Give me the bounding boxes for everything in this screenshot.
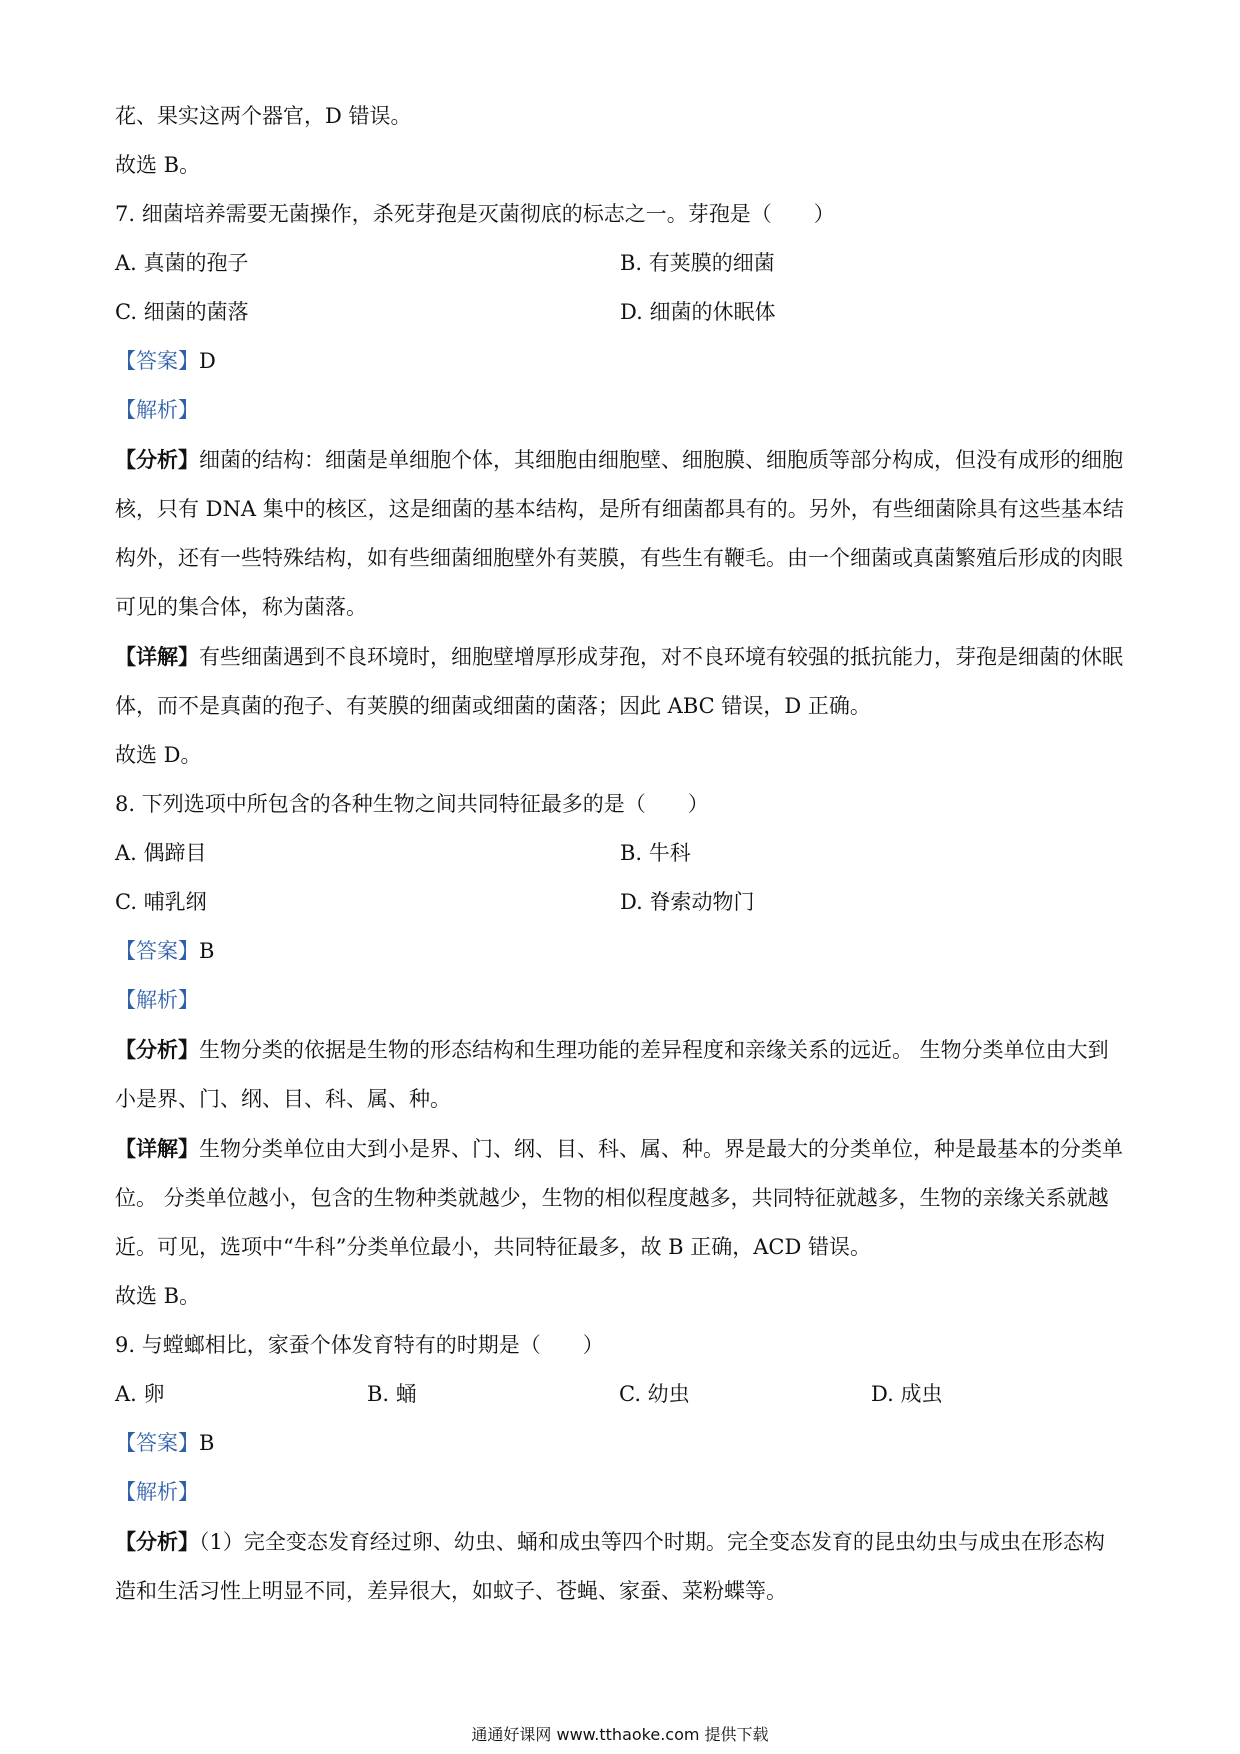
option-d: D. 细菌的休眠体 (620, 300, 776, 324)
fenxi-text: 细菌的结构：细菌是单细胞个体，其细胞由细胞壁、细胞膜、细胞质等部分构成，但没有成形的细胞核，只有 DNA 集中的核区，这是细菌的基本结构，是所有细菌都具有的。另外，有些细菌除具有这些基本结构外，还有一些特殊结构，如有些细菌细胞壁外有荚膜，有些生有鞭毛。由一个细菌或真菌繁殖后形成的肉眼可见的集合体，称为菌落。 (115, 448, 1124, 619)
xiangjie-tag: 【详解】 (115, 644, 199, 669)
answer-tag: 【答案】 (115, 939, 199, 963)
option-a: A. 真菌的孢子 (115, 251, 249, 275)
option-a: A. 卵 (115, 1382, 165, 1406)
answer-value: B (199, 1431, 215, 1455)
page-footer: 通通好课网 www.tthaoke.com 提供下载 (471, 1725, 769, 1744)
text-line: 故选 B。 (115, 153, 201, 177)
answer-line (115, 337, 1125, 386)
fenxi-tag: 【分析】 (115, 1037, 199, 1062)
answer-tag: 【答案】 (115, 349, 199, 373)
fenxi-tag: 【分析】 (115, 1529, 199, 1554)
answer-tag: 【答案】 (115, 1431, 199, 1455)
option-d: D. 脊索动物门 (620, 890, 755, 914)
question-7-stem: 7. 细菌培养需要无菌操作，杀死芽孢是灭菌彻底的标志之一。芽孢是（ ） (115, 202, 835, 226)
analysis-paragraph (115, 1025, 1125, 1124)
analysis-paragraph (115, 1517, 1125, 1616)
question-9-stem: 9. 与螳螂相比，家蚕个体发育特有的时期是（ ） (115, 1333, 604, 1357)
question-7-options-row-2 (115, 288, 1125, 337)
question-8-options-row-2 (115, 878, 1125, 927)
option-c: C. 哺乳纲 (115, 890, 207, 914)
option-b: B. 牛科 (620, 841, 691, 865)
xiangjie-text: 生物分类单位由大到小是界、门、纲、目、科、属、种。界是最大的分类单位，种是最基本的分类单位。 分类单位越小，包含的生物种类就越少，生物的相似程度越多，共同特征就越多，生物的亲缘关系就越近。可见，选项中“牛科”分类单位最小，共同特征最多，故 B 正确，ACD 错误。 (115, 1137, 1123, 1259)
answer-line (115, 927, 1125, 976)
xiangjie-tag: 【详解】 (115, 1136, 199, 1161)
fenxi-text: 生物分类的依据是生物的形态结构和生理功能的差异程度和亲缘关系的远近。 生物分类单位由大到小是界、门、纲、目、科、属、种。 (115, 1038, 1109, 1111)
analysis-tag: 【解析】 (115, 1480, 199, 1504)
analysis-tag: 【解析】 (115, 988, 199, 1012)
answer-line (115, 1419, 1125, 1468)
answer-value: B (199, 939, 215, 963)
question-7-options-row-1 (115, 239, 1125, 288)
fenxi-tag: 【分析】 (115, 447, 199, 472)
answer-value: D (199, 349, 216, 373)
choose-line: 故选 D。 (115, 743, 202, 767)
fenxi-text: （1）完全变态发育经过卵、幼虫、蛹和成虫等四个时期。完全变态发育的昆虫幼虫与成虫在形态构造和生活习性上明显不同，差异很大，如蚊子、苍蝇、家蚕、菜粉蝶等。 (115, 1530, 1105, 1603)
option-c: C. 幼虫 (619, 1382, 690, 1406)
question-8-stem: 8. 下列选项中所包含的各种生物之间共同特征最多的是（ ） (115, 792, 709, 816)
option-b: B. 有荚膜的细菌 (620, 251, 775, 275)
option-b: B. 蛹 (367, 1382, 417, 1406)
detail-paragraph (115, 632, 1125, 731)
xiangjie-text: 有些细菌遇到不良环境时，细胞壁增厚形成芽孢，对不良环境有较强的抵抗能力，芽孢是细菌的休眠体，而不是真菌的孢子、有荚膜的细菌或细菌的菌落；因此 ABC 错误，D 正确。 (115, 645, 1123, 718)
document-page (115, 92, 1125, 1616)
detail-paragraph (115, 1124, 1125, 1272)
option-a: A. 偶蹄目 (115, 841, 207, 865)
analysis-paragraph (115, 435, 1125, 632)
analysis-tag: 【解析】 (115, 398, 199, 422)
choose-line: 故选 B。 (115, 1284, 201, 1308)
question-8-options-row-1 (115, 829, 1125, 878)
question-9-options-row (115, 1370, 1125, 1419)
option-d: D. 成虫 (871, 1382, 943, 1406)
option-c: C. 细菌的菌落 (115, 300, 249, 324)
text-line: 花、果实这两个器官，D 错误。 (115, 104, 412, 128)
